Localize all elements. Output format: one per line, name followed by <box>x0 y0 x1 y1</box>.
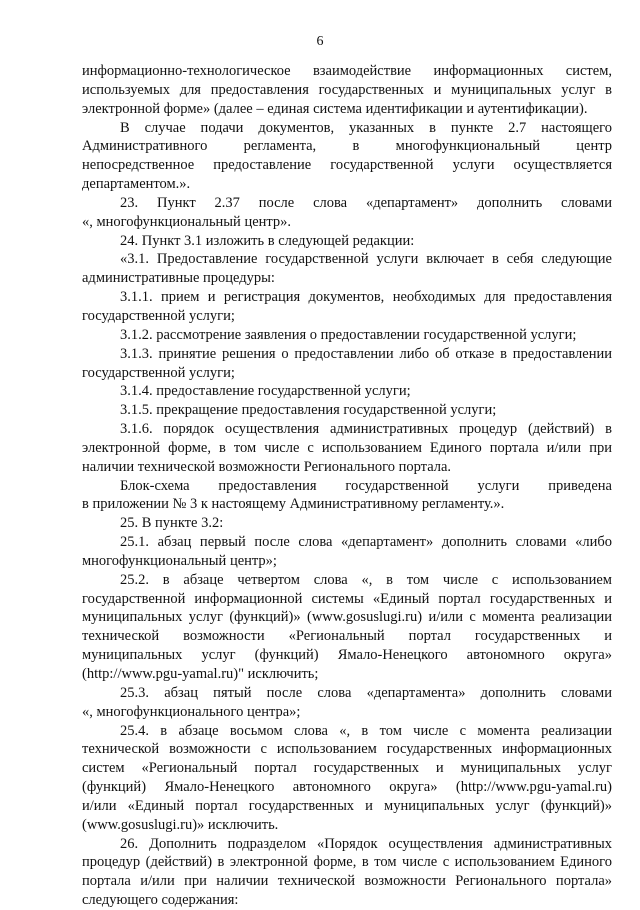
page-number: 6 <box>316 34 324 49</box>
text-line: муниципальных услуг (функций)» (www.gosuslugi.ru) и/или с момента реализации <box>82 609 612 626</box>
text-line: Блок-схема предоставления государственной услуги приведена <box>120 477 612 494</box>
text-line: 3.1.3. принятие решения о предоставлении либо об отказе в предоставлении <box>120 345 612 362</box>
text-line: департаментом.». <box>82 176 191 193</box>
text-line: «3.1. Предоставление государственной услуги включает в себя следующие <box>120 251 612 268</box>
text-line: 25.1. абзац первый после слова «департамент» дополнить словами «либо <box>120 534 612 551</box>
text-line: 3.1.2. рассмотрение заявления о предоставлении государственной услуги; <box>120 326 577 343</box>
text-line: 24. Пункт 3.1 изложить в следующей редакции: <box>120 232 415 249</box>
text-line: следующего содержания: <box>82 892 239 909</box>
text-line: в приложении № 3 к настоящему Административному регламенту.». <box>82 496 505 513</box>
text-line: муниципальных услуг (функций) Ямало-Ненецкого автономного округа» <box>82 647 612 664</box>
text-line: (функций) Ямало-Ненецкого автономного округа» (http://www.pgu-yamal.ru) <box>82 779 612 796</box>
text-line: систем «Региональный портал государственных и муниципальных услуг <box>82 760 612 777</box>
text-line: 26. Дополнить подразделом «Порядок осуществления административных <box>120 835 612 852</box>
text-line: административные процедуры: <box>82 270 275 287</box>
text-line: государственной информационной системы «Единый портал государственных и <box>82 590 612 607</box>
text-line: информационно-технологическое взаимодействие информационных систем, <box>82 63 612 79</box>
text-line: «, многофункционального центра»; <box>82 703 301 720</box>
text-line: государственной услуги; <box>82 364 235 381</box>
text-line: 23. Пункт 2.37 после слова «департамент» дополнить словами <box>120 194 612 211</box>
text-line: (http://www.pgu-yamal.ru)" исключить; <box>82 666 319 682</box>
text-line: 3.1.4. предоставление государственной услуги; <box>120 383 411 400</box>
text-line: непосредственное предоставление государственной услуги осуществляется <box>82 157 612 174</box>
text-line: наличии технической возможности Регионального портала. <box>82 458 452 475</box>
text-line: Административного регламента, в многофункциональный центр <box>82 138 612 155</box>
text-line: электронной форме» (далее – единая система идентификации и аутентификации). <box>82 100 588 117</box>
text-line: 3.1.5. прекращение предоставления государственной услуги; <box>120 402 497 419</box>
text-line: 25.2. в абзаце четвертом слова «, в том числе с использованием <box>120 571 612 588</box>
text-line: «, многофункциональный центр». <box>82 213 292 230</box>
text-line: 25. В пункте 3.2: <box>120 515 224 532</box>
document-body <box>82 62 612 910</box>
text-line: 25.4. в абзаце восьмом слова «, в том числе с момента реализации <box>120 722 612 739</box>
text-line: 3.1.1. прием и регистрация документов, необходимых для предоставления <box>120 289 612 306</box>
text-line: и/или «Единый портал государственных и муниципальных услуг (функций)» <box>82 797 612 814</box>
text-line: 25.3. абзац пятый после слова «департамента» дополнить словами <box>120 684 612 701</box>
text-line: (www.gosuslugi.ru)» исключить. <box>82 816 279 833</box>
text-line: технической возможности с использованием государственных информационных <box>82 741 612 758</box>
text-line: используемых для предоставления государственных и муниципальных услуг в <box>82 81 612 98</box>
text-line: государственной услуги; <box>82 307 235 324</box>
text-line: электронной форме, в том числе с использованием Единого портала и/или при <box>82 439 612 456</box>
text-line: многофункциональный центр»; <box>82 552 277 569</box>
text-line: процедур (действий) в электронной форме, в том числе с использованием Единого <box>82 854 612 871</box>
text-line: портала и/или при наличии технической возможности Регионального портала» <box>82 873 612 890</box>
text-line: технической возможности «Региональный портал государственных и <box>82 628 612 645</box>
text-line: 3.1.6. порядок осуществления административных процедур (действий) в <box>120 421 612 438</box>
text-line: В случае подачи документов, указанных в пункте 2.7 настоящего <box>120 119 612 136</box>
